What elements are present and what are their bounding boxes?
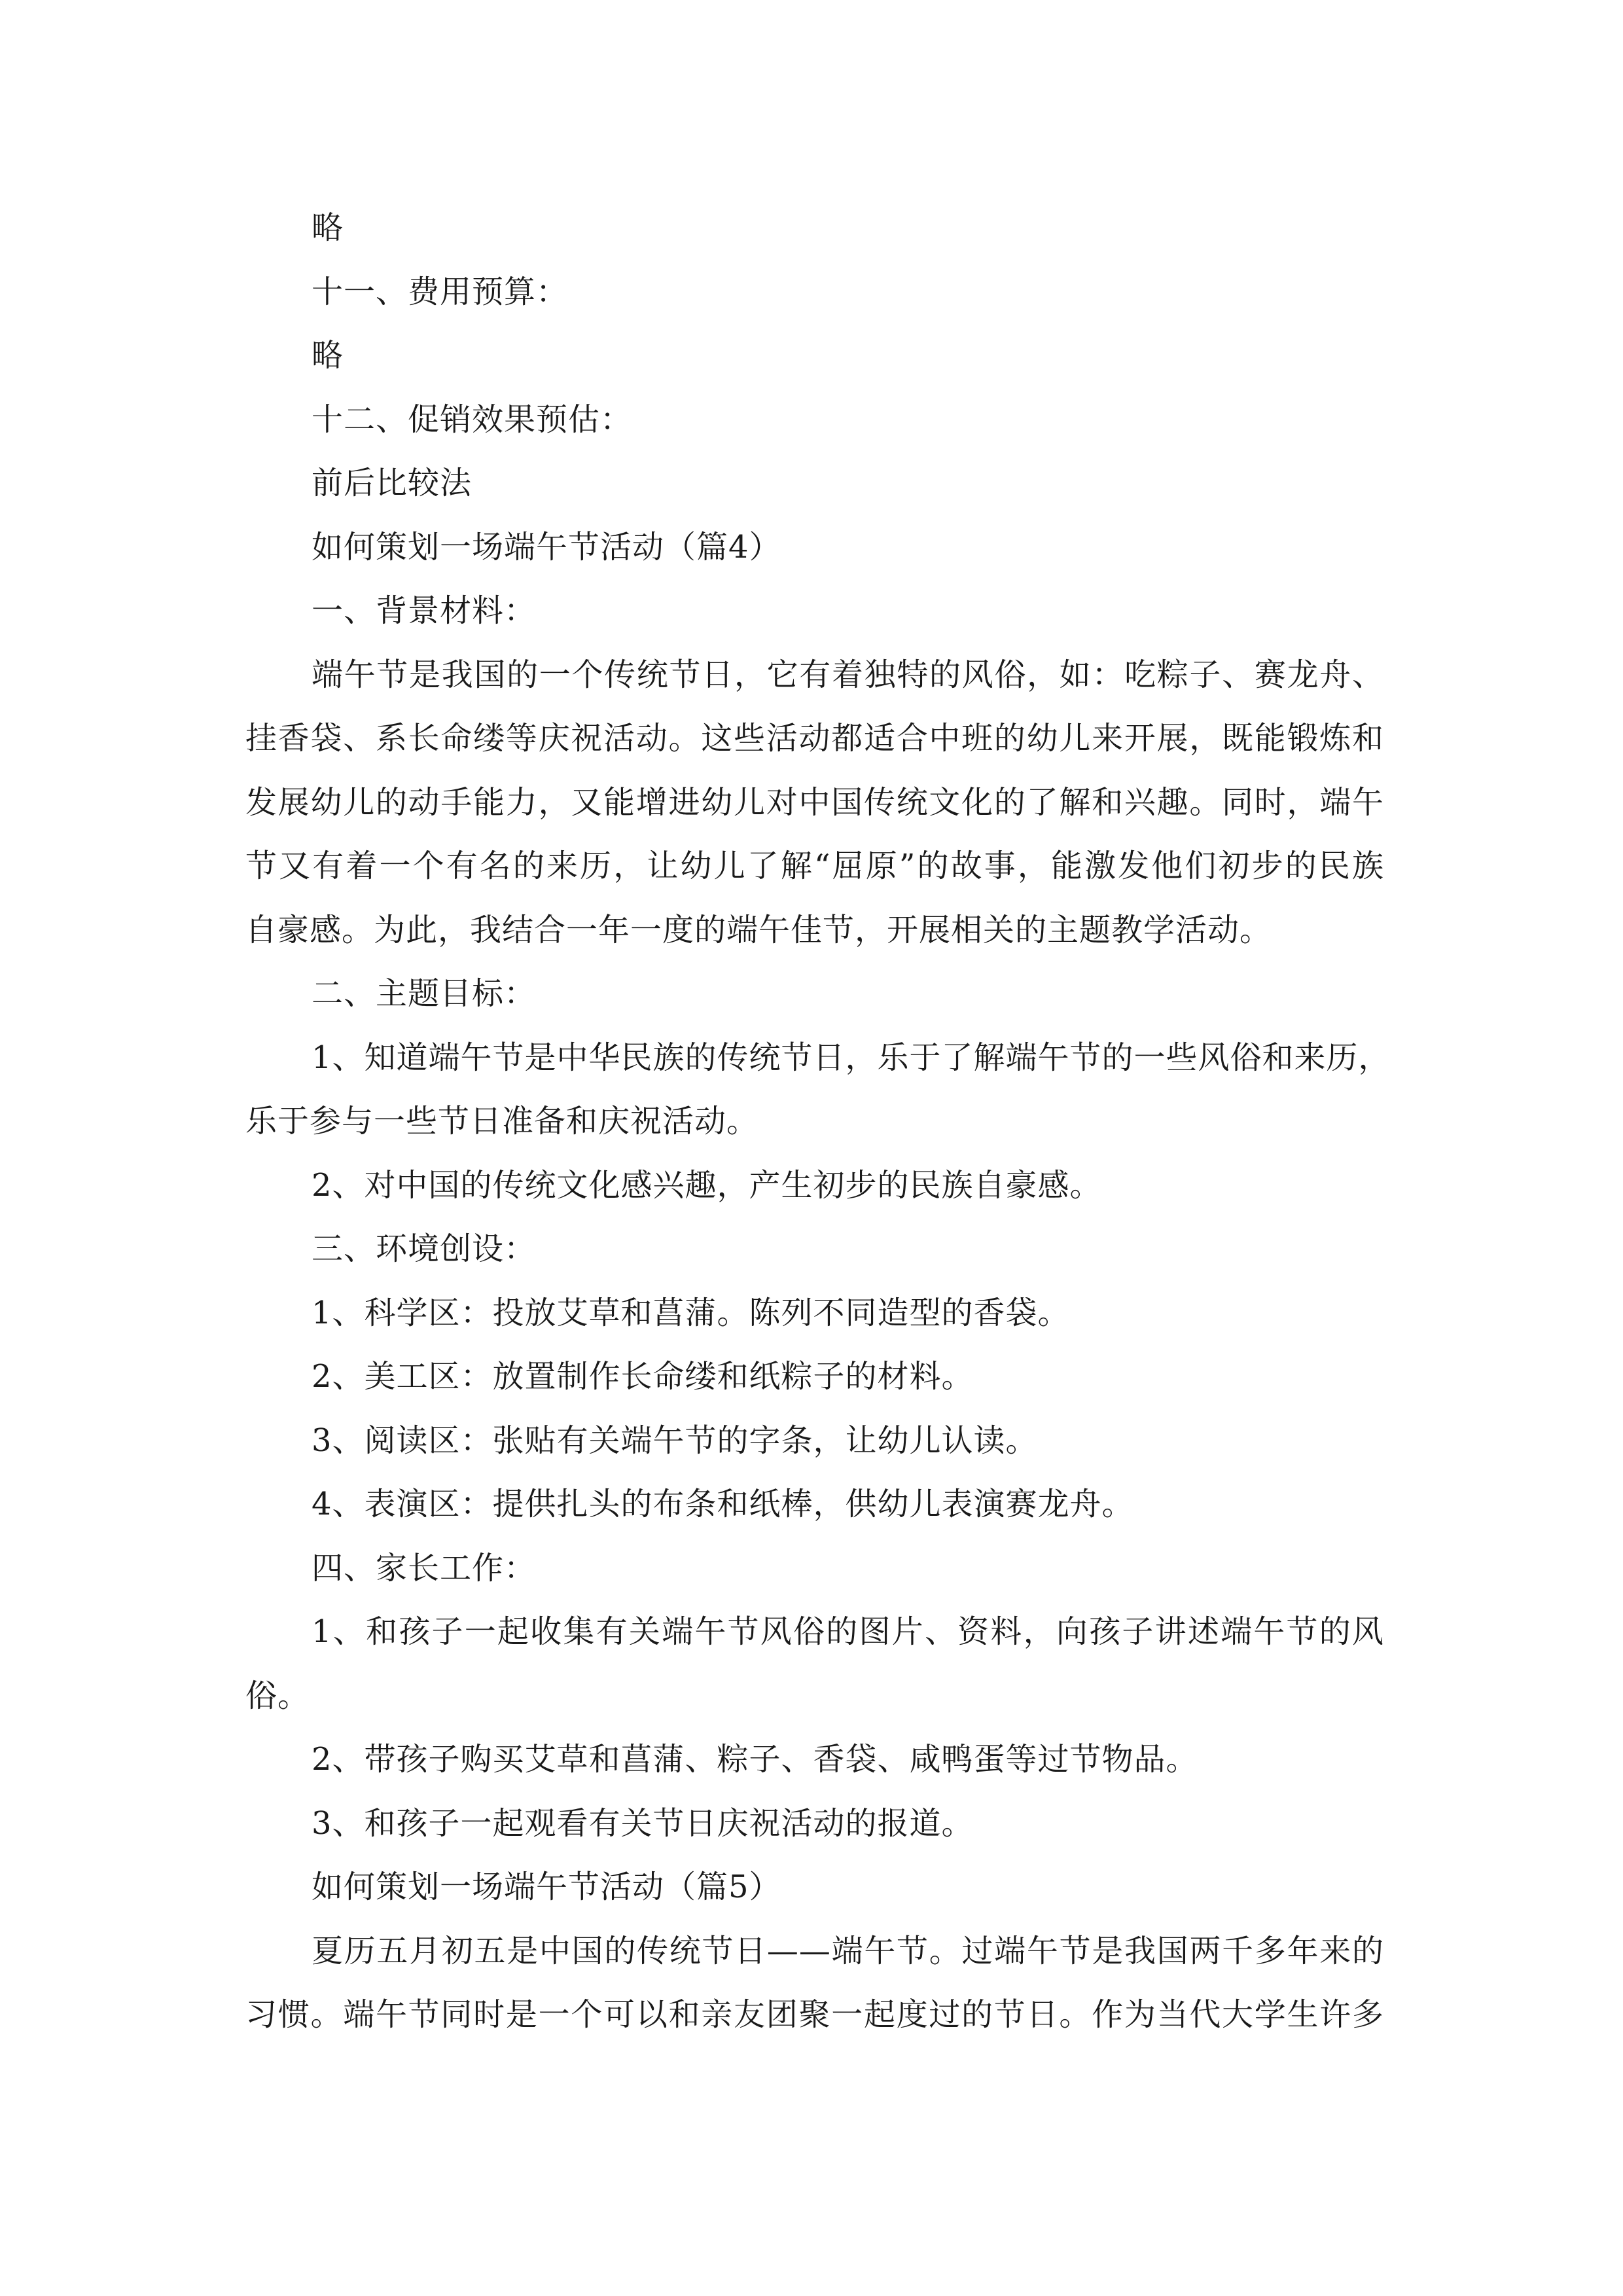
text-line [245, 516, 1384, 580]
text-line [245, 771, 1384, 835]
text-line [245, 1600, 1384, 1664]
text-line [245, 1026, 1391, 1090]
text-line-content: 略 [312, 337, 344, 374]
text-line [245, 1090, 1384, 1154]
text-line-content: 节又有着一个有名的来历，让幼儿了解“屈原”的故事，能激发他们初步的民族 [245, 848, 1384, 884]
text-line-content: 乐于参与一些节日准备和庆祝活动。 [245, 1103, 759, 1139]
text-line-content: 俗。 [245, 1677, 310, 1714]
text-line [245, 707, 1384, 771]
text-line-content: 挂香袋、系长命缕等庆祝活动。这些活动都适合中班的幼儿来开展，既能锻炼和 [245, 720, 1384, 757]
text-line [245, 196, 1384, 260]
text-line-content: 发展幼儿的动手能力，又能增进幼儿对中国传统文化的了解和兴趣。同时，端午 [245, 783, 1384, 821]
text-line [245, 1282, 1384, 1346]
text-line [245, 1345, 1384, 1409]
text-line-content: 习惯。端午节同时是一个可以和亲友团聚一起度过的节日。作为当代大学生许多 [245, 1996, 1384, 2033]
text-line-content: 1、科学区：投放艾草和菖蒲。陈列不同造型的香袋。 [312, 1294, 1070, 1331]
text-line-content: 前后比较法 [312, 465, 473, 501]
text-line-content: 略 [312, 209, 344, 246]
text-line-content: 如何策划一场端午节活动（篇4） [312, 528, 781, 565]
text-line [245, 1217, 1384, 1282]
text-line [245, 579, 1384, 643]
document-body [245, 196, 1391, 2047]
text-line [245, 643, 1384, 708]
text-line-content: 夏历五月初五是中国的传统节日——端午节。过端午节是我国两千多年来的 [312, 1932, 1384, 1969]
text-line [245, 1473, 1384, 1537]
text-line [245, 1920, 1384, 1984]
text-line-content: 2、带孩子购买艾草和菖蒲、粽子、香袋、咸鸭蛋等过节物品。 [312, 1741, 1198, 1778]
text-line [245, 388, 1384, 452]
text-line [245, 324, 1384, 388]
text-line-content: 4、表演区：提供扎头的布条和纸棒，供幼儿表演赛龙舟。 [312, 1486, 1134, 1522]
text-line-content: 四、家长工作： [312, 1549, 537, 1587]
text-line [245, 1537, 1384, 1601]
text-line-content: 3、阅读区：张贴有关端午节的字条，让幼儿认读。 [312, 1422, 1038, 1459]
text-line-content: 2、对中国的传统文化感兴趣，产生初步的民族自豪感。 [312, 1166, 1102, 1204]
text-line [245, 1856, 1384, 1920]
text-line-content: 2、美工区：放置制作长命缕和纸粽子的材料。 [312, 1358, 974, 1395]
text-line-content: 端午节是我国的一个传统节日，它有着独特的风俗，如：吃粽子、赛龙舟、 [312, 656, 1384, 693]
text-line-content: 自豪感。为此，我结合一年一度的端午佳节，开展相关的主题教学活动。 [245, 911, 1272, 948]
text-line [245, 1728, 1384, 1792]
text-line-content: 十二、促销效果预估： [312, 401, 633, 438]
text-line [245, 899, 1384, 963]
text-line-content: 如何策划一场端午节活动（篇5） [312, 1869, 781, 1905]
text-line [245, 452, 1384, 516]
text-line [245, 1154, 1384, 1218]
text-line [245, 1664, 1384, 1729]
text-line-content: 二、主题目标： [312, 975, 537, 1012]
text-line [245, 1409, 1384, 1473]
text-line [245, 260, 1384, 325]
text-line-content: 3、和孩子一起观看有关节日庆祝活动的报道。 [312, 1804, 974, 1842]
text-line-content: 1、知道端午节是中华民族的传统节日，乐于了解端午节的一些风俗和来历， [312, 1039, 1391, 1076]
text-line-content: 1、和孩子一起收集有关端午节风俗的图片、资料，向孩子讲述端午节的风 [312, 1613, 1384, 1650]
text-line [245, 834, 1384, 899]
text-line-content: 三、环境创设： [312, 1230, 537, 1267]
text-line [245, 1792, 1384, 1856]
text-line [245, 962, 1384, 1026]
text-line-content: 一、背景材料： [312, 592, 537, 629]
text-line [245, 1983, 1384, 2047]
text-line-content: 十一、费用预算： [312, 273, 569, 310]
